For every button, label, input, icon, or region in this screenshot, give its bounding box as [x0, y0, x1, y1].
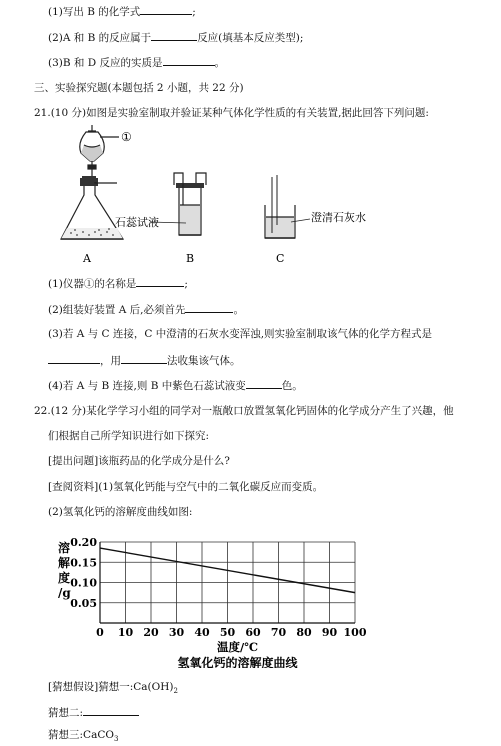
x-tick-label: 50 — [219, 626, 236, 639]
question-21-1: (1)仪器①的名称是 ; — [48, 278, 188, 290]
answer-blank[interactable] — [83, 705, 139, 716]
label-c: C — [276, 252, 285, 265]
info-2: (2)氢氧化钙的溶解度曲线如图: — [48, 506, 193, 518]
x-tick-label: 10 — [117, 626, 134, 639]
x-tick-label: 20 — [143, 626, 159, 639]
info-1: [查阅资料](1)氢氧化钙能与空气中的二氧化碳反应而变质。 — [48, 481, 324, 493]
question-b-formula: (1)写出 B 的化学式 ; — [48, 6, 196, 18]
x-tick-label: 30 — [168, 626, 185, 639]
guess-2: 猜想二: — [48, 705, 139, 720]
apparatus-a — [61, 125, 123, 239]
solubility-chart — [55, 528, 375, 668]
answer-blank[interactable] — [140, 4, 192, 15]
answer-blank[interactable] — [151, 30, 197, 41]
answer-blank[interactable] — [163, 55, 215, 66]
question-22-stem: 22.(12 分)某化学学习小组的同学对一瓶敞口放置氢氧化钙固体的化学成分产生了兴趣，他 — [34, 405, 454, 417]
y-tick-label: 0.20 — [70, 536, 97, 549]
x-tick-label: 90 — [321, 626, 338, 639]
x-tick-label: 80 — [296, 626, 312, 639]
x-tick-label: 40 — [194, 626, 210, 639]
answer-blank[interactable] — [185, 302, 233, 313]
guess-3: 猜想三:CaCO$_3$ — [48, 729, 119, 744]
label-litmus: 石蕊试液 — [115, 216, 159, 229]
apparatus-c — [265, 175, 310, 238]
marker-1: ① — [121, 130, 132, 144]
question-21-2: (2)组装好装置 A 后,必须首先 。 — [48, 304, 244, 316]
guess-1: [猜想假设]猜想一$:Ca(OH)_2$ — [48, 681, 178, 696]
question-bd-essence: (3)B 和 D 反应的实质是 。 — [48, 57, 226, 69]
answer-blank[interactable] — [121, 353, 167, 364]
x-tick-label: 60 — [245, 626, 261, 639]
chart-title: 氢氧化钙的溶解度曲线 — [177, 656, 298, 668]
question-21-3: (3)若 A 与 C 连接，C 中澄清的石灰水变浑浊,则实验室制取该气体的化学方程式是 — [48, 328, 433, 340]
x-tick-label: 70 — [270, 626, 287, 639]
answer-blank[interactable] — [48, 353, 100, 364]
label-a: A — [83, 252, 91, 265]
question-21-4: (4)若 A 与 B 连接,则 B 中紫色石蕊试液变 色。 — [48, 380, 303, 392]
apparatus-diagram — [55, 125, 455, 275]
y-label-char: /g — [58, 586, 71, 600]
section-heading: 三、实验探究题(本题包括 2 小题，共 22 分) — [34, 82, 244, 94]
chart-xticks — [96, 626, 367, 639]
answer-blank[interactable] — [246, 378, 282, 389]
x-tick-label: 0 — [96, 626, 104, 639]
label-limewater: 澄清石灰水 — [311, 211, 366, 224]
y-tick-label: 0.10 — [70, 576, 97, 590]
chart-ylabel — [58, 540, 71, 600]
y-label-char: 溶 — [58, 541, 71, 555]
answer-blank[interactable] — [136, 276, 184, 287]
y-tick-label: 0.15 — [70, 556, 97, 570]
label-b: B — [186, 252, 195, 265]
chart-xlabel: 温度/℃ — [217, 640, 258, 654]
question-22-stem-cont: 们根据自己所学知识进行如下探究: — [48, 430, 210, 442]
y-label-char: 度 — [58, 571, 71, 585]
x-tick-label: 100 — [343, 626, 367, 639]
question-ab-reaction: (2)A 和 B 的反应属于 反应(填基本反应类型); — [48, 32, 304, 44]
question-21-stem: 21.(10 分)如图是实验室制取并验证某种气体化学性质的有关装置,据此回答下列问题: — [34, 107, 429, 119]
ask-question: [提出问题]该瓶药品的化学成分是什么? — [48, 455, 230, 467]
question-21-3-cont: ，用 法收集该气体。 — [48, 353, 241, 368]
y-label-char: 解 — [58, 556, 71, 570]
y-tick-label: 0.05 — [70, 596, 97, 610]
chart-yticks — [70, 536, 97, 610]
